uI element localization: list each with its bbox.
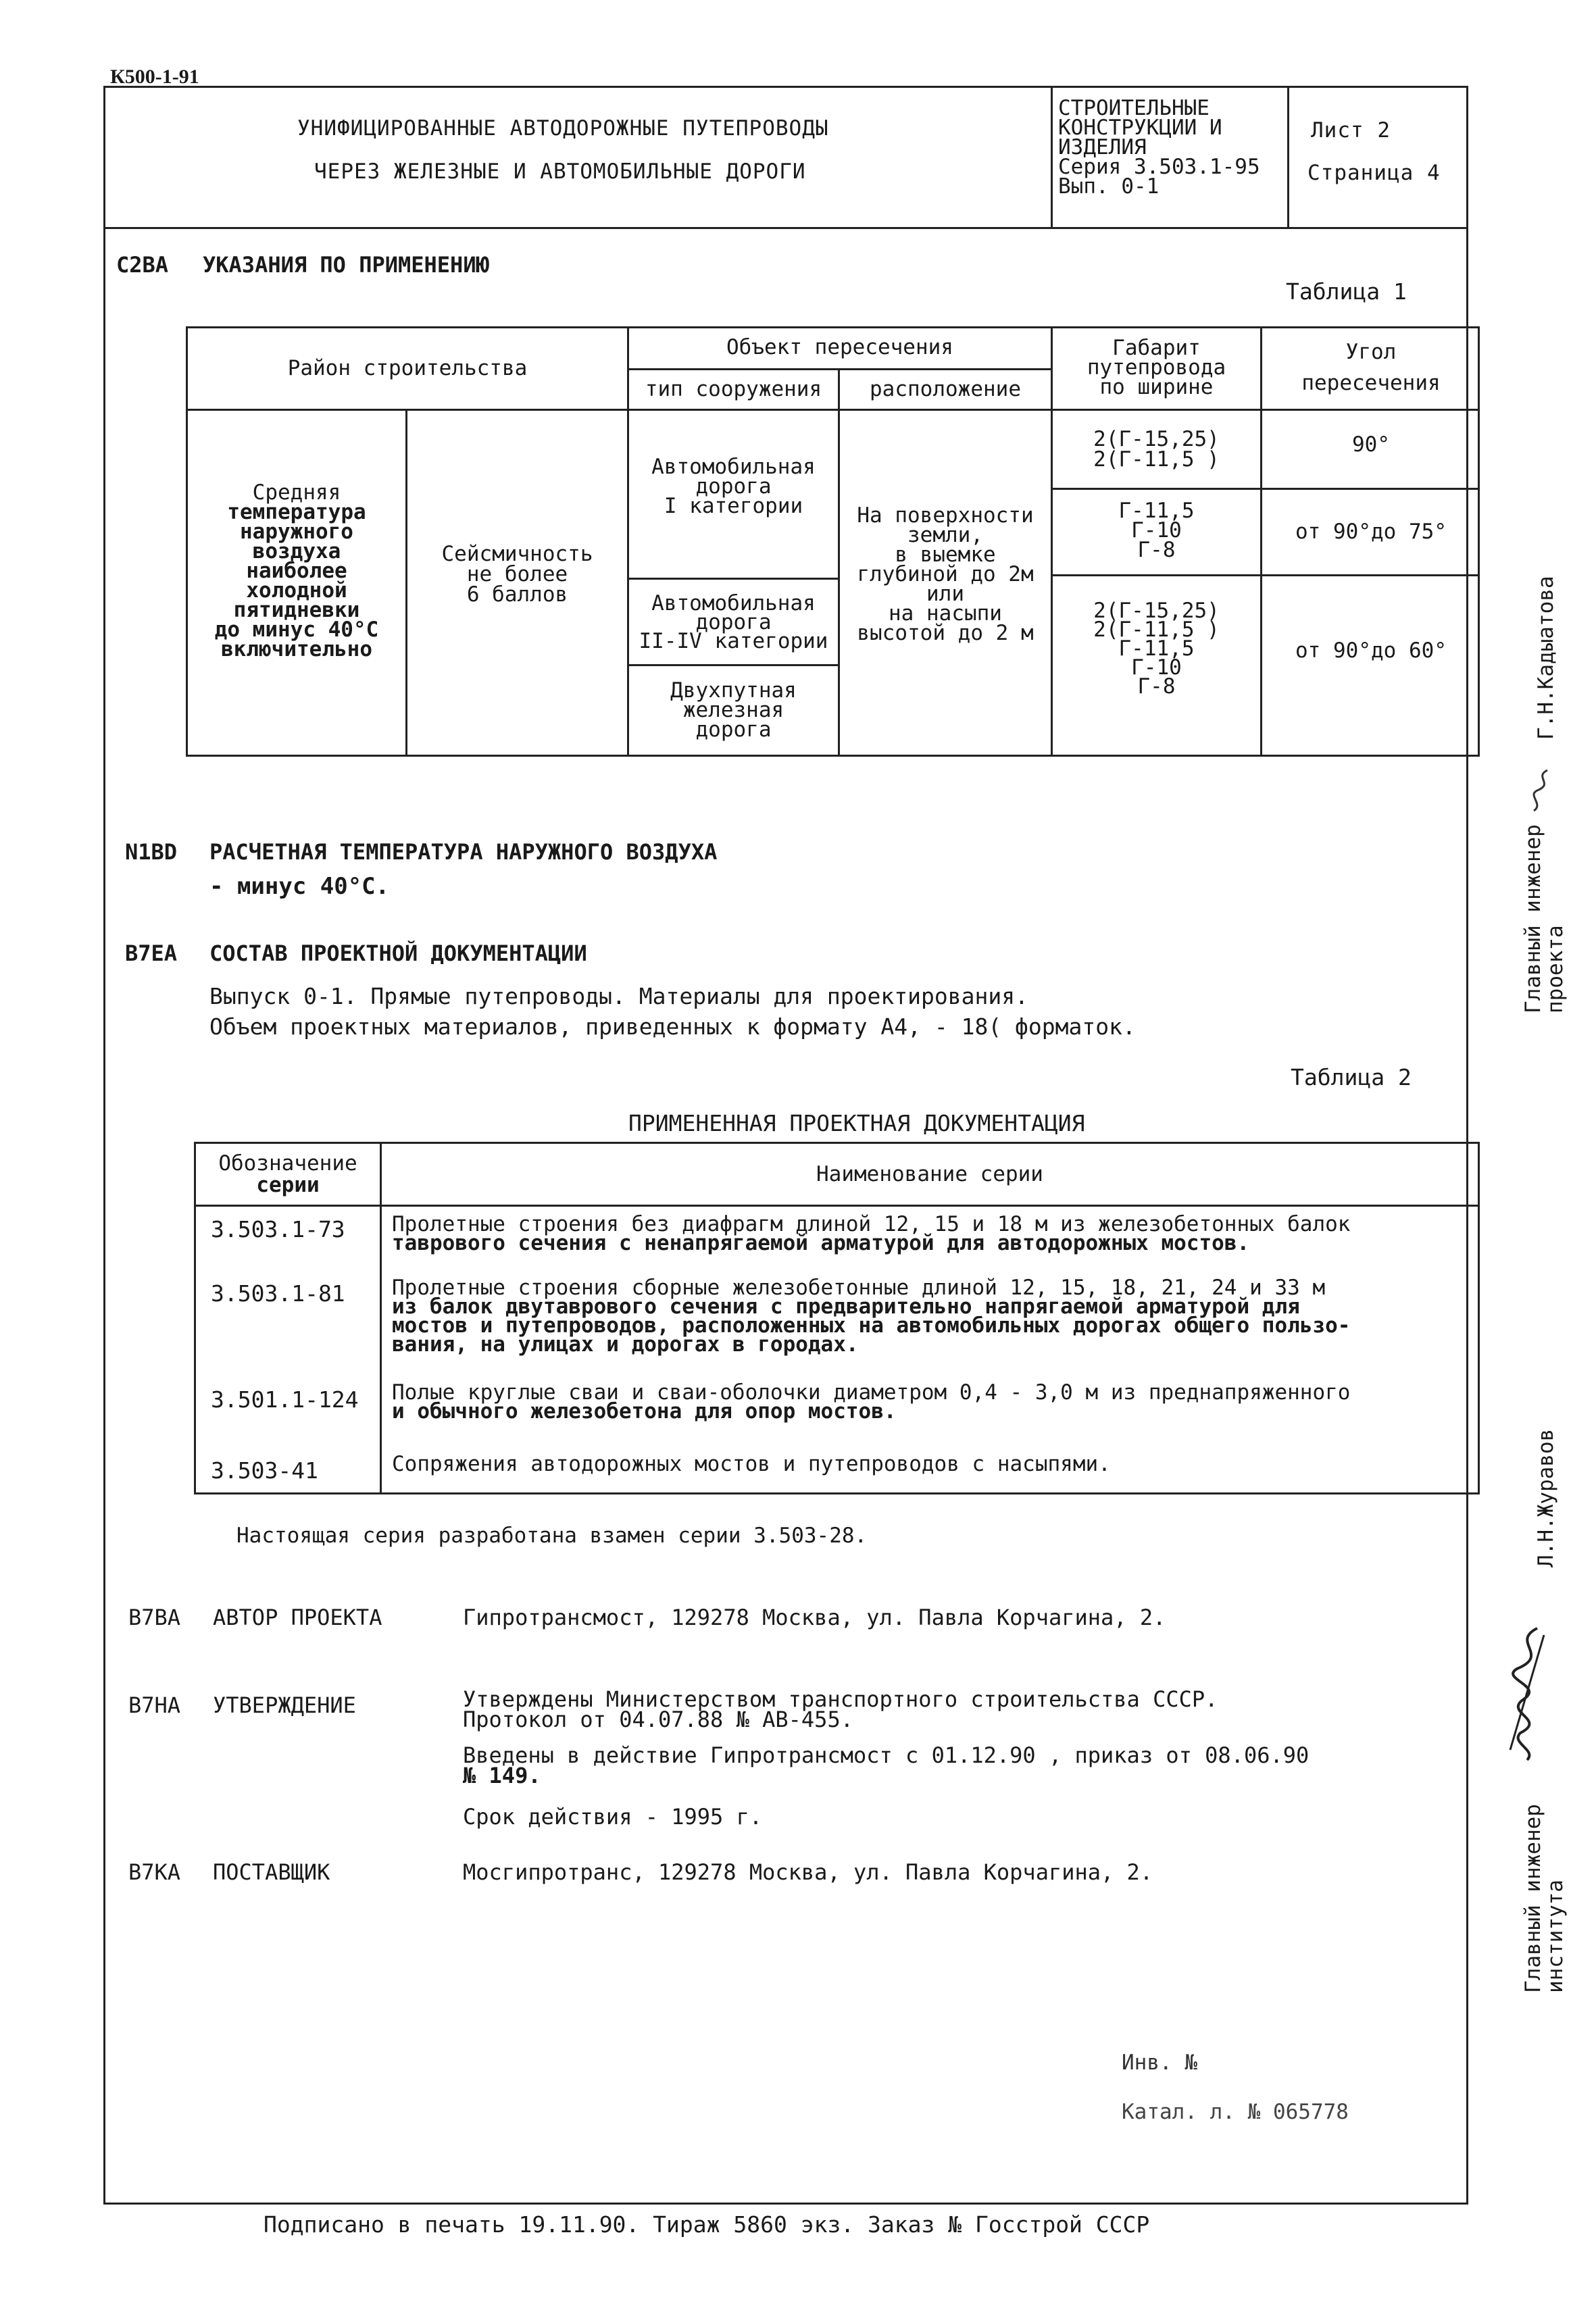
- section-title: УКАЗАНИЯ ПО ПРИМЕНЕНИЮ: [203, 252, 489, 278]
- signature-1: [1520, 767, 1561, 814]
- validity-line: Срок действия - 1995 г.: [463, 1804, 763, 1830]
- category-line: КОНСТРУКЦИИ И: [1058, 116, 1222, 140]
- gabarit-line: Г-10: [1131, 518, 1182, 543]
- type-road-1-line: I категории: [664, 493, 803, 518]
- temp-line: температура: [227, 499, 366, 524]
- gabarit-line: 2(Г-15,25): [1093, 599, 1220, 623]
- issue-description: Выпуск 0-1. Прямые путепроводы. Материалы для проектирования.: [209, 983, 1028, 1009]
- title-divider-2: [1287, 86, 1289, 229]
- title-divider-1: [1051, 86, 1053, 229]
- t2-header-name-text: Наименование серии: [816, 1161, 1043, 1186]
- issue-number: Вып. 0-1: [1058, 174, 1159, 199]
- location-line: земли,: [907, 522, 983, 547]
- location-line: высотой до 2 м: [857, 620, 1034, 645]
- series-code: 3.503-41: [211, 1457, 318, 1484]
- header-angle-line: пересечения: [1301, 371, 1441, 395]
- series-number: Серия 3.503.1-95: [1058, 155, 1260, 179]
- gabarit-line: Г-11,5: [1118, 498, 1195, 523]
- type-railway-line: железная: [682, 698, 784, 722]
- side-role-1-line-2: проекта: [1543, 925, 1568, 1013]
- section-title: РАСЧЕТНАЯ ТЕМПЕРАТУРА НАРУЖНОГО ВОЗДУХА: [209, 839, 718, 865]
- angle-2: [1262, 490, 1480, 574]
- series-name-line: вания, на улицах и дорогах в городах.: [392, 1332, 859, 1357]
- header-angle: [1262, 326, 1480, 409]
- section-code: B7KA: [128, 1859, 181, 1885]
- title-block: [103, 86, 1468, 229]
- header-region-text: Район строительства: [287, 356, 528, 380]
- temp-line: воздуха: [252, 538, 341, 563]
- table-caption: Таблица 2: [1291, 1064, 1412, 1090]
- gabarit-3: [1053, 591, 1260, 706]
- header-type-text: тип сооружения: [645, 377, 822, 401]
- temp-line: холодной: [246, 578, 347, 603]
- gabarit-line: 2(Г-11,5 ): [1093, 447, 1220, 472]
- angle-1: [1262, 411, 1480, 478]
- location-cell: [840, 493, 1051, 655]
- series-code: 3.503.1-73: [211, 1216, 345, 1242]
- header-object-text: Объект пересечения: [726, 334, 953, 359]
- type-railway: [629, 666, 838, 755]
- section-code: C2BA: [116, 252, 169, 278]
- title-line-2: ЧЕРЕЗ ЖЕЛЕЗНЫЕ И АВТОМОБИЛЬНЫЕ ДОРОГИ: [314, 159, 806, 184]
- series-name-line: таврового сечения с ненапрягаемой арматурой для автодорожных мостов.: [392, 1231, 1250, 1255]
- type-road-2-line: дорога: [695, 609, 772, 634]
- t2-header-line: Обозначение: [218, 1151, 357, 1176]
- section-code: B7HA: [128, 1692, 181, 1718]
- header-type: [629, 370, 838, 409]
- seismic-cell: [407, 534, 627, 615]
- type-road-2-line: Автомобильная: [651, 590, 816, 615]
- volume-description: Объем проектных материалов, приведенных к формату А4, - 18( форматок.: [209, 1013, 1136, 1040]
- header-gabarit-line: по ширине: [1099, 374, 1214, 399]
- series-name-line: мостов и путепроводов, расположенных на автомобильных дорогах общего пользо-: [392, 1313, 1351, 1338]
- t2-header-line: серии: [256, 1173, 320, 1197]
- section-title: АВТОР ПРОЕКТА: [213, 1605, 382, 1630]
- series-code: 3.501.1-124: [211, 1386, 359, 1413]
- type-road-2: [629, 580, 838, 664]
- section-title: СОСТАВ ПРОЕКТНОЙ ДОКУМЕНТАЦИИ: [209, 940, 587, 966]
- type-road-1-line: дорога: [695, 474, 772, 499]
- header-gabarit: [1053, 326, 1260, 409]
- header-region: [188, 328, 627, 409]
- temp-line: пятидневки: [233, 597, 360, 622]
- gabarit-line: 2(Г-11,5 ): [1093, 618, 1220, 642]
- temp-line: до минус 40°С: [214, 617, 379, 642]
- signature-2: [1497, 1621, 1557, 1763]
- sheet-number: Лист 2: [1311, 118, 1391, 143]
- type-railway-line: дорога: [695, 718, 772, 742]
- series-code: 3.503.1-81: [211, 1280, 345, 1307]
- location-line: в выемке: [895, 542, 996, 567]
- series-name-line: Пролетные строения сборные железобетонные длиной 12, 15, 18, 21, 24 и 33 м: [392, 1276, 1326, 1300]
- type-road-1-line: Автомобильная: [651, 454, 816, 479]
- gabarit-line: Г-8: [1137, 537, 1176, 562]
- approval-line: Утверждены Министерством транспортного строительства СССР.: [463, 1686, 1218, 1712]
- header-location: [840, 370, 1051, 409]
- temp-line: наиболее: [246, 558, 347, 583]
- catalog-number: Катал. л. № 065778: [1122, 2100, 1349, 2124]
- side-role-1-line-1: Главный инженер: [1521, 824, 1545, 1013]
- location-line: глубиной до 2м: [857, 561, 1034, 586]
- temp-cell: [188, 459, 405, 682]
- section-code: B7BA: [128, 1605, 181, 1630]
- side-name-2: Л.Н.Журавов: [1534, 1428, 1558, 1567]
- series-name-line: Пролетные строения без диафрагм длиной 12, 15 и 18 м из железобетонных балок: [392, 1212, 1351, 1236]
- table-title: ПРИМЕНЕННАЯ ПРОЕКТНАЯ ДОКУМЕНТАЦИЯ: [628, 1110, 1085, 1136]
- temp-line: Средняя: [252, 480, 341, 505]
- gabarit-line: Г-11,5: [1118, 636, 1195, 661]
- category-line: ИЗДЕЛИЯ: [1058, 135, 1147, 159]
- section-title: УТВЕРЖДЕНИЕ: [213, 1692, 356, 1718]
- side-name-1: Г.Н.Кадыатова: [1534, 576, 1558, 740]
- gabarit-line: 2(Г-15,25): [1093, 427, 1220, 451]
- seismic-line: 6 баллов: [466, 582, 568, 607]
- t2-header-name: [382, 1144, 1478, 1205]
- category-block: [1058, 96, 1260, 199]
- section-code: B7EA: [125, 940, 178, 966]
- location-line: На поверхности: [857, 503, 1034, 528]
- series-name-line: Сопряжения автодорожных мостов и путепроводов с насыпями.: [392, 1452, 1111, 1476]
- angle-3: [1262, 576, 1480, 725]
- header-angle-line: Угол: [1345, 340, 1397, 364]
- gabarit-line: Г-10: [1131, 655, 1182, 680]
- approval-line: Введены в действие Гипротрансмост с 01.12.90 , приказ от 08.06.90: [463, 1742, 1310, 1768]
- gabarit-1: [1053, 422, 1260, 476]
- doc-code: К500-1-91: [110, 66, 199, 88]
- series-name-line: из балок двутаврового сечения с предварительно напрягаемой арматурой для: [392, 1294, 1300, 1319]
- gabarit-line: Г-8: [1137, 674, 1176, 699]
- supplier-text: Мосгипротранс, 129278 Москва, ул. Павла Корчагина, 2.: [463, 1859, 1153, 1885]
- angle-3-text: от 90°до 60°: [1295, 638, 1447, 663]
- section-code: N1BD: [125, 839, 178, 865]
- page-number: Страница 4: [1307, 161, 1441, 185]
- print-footer: Подписано в печать 19.11.90. Тираж 5860 экз. Заказ № Госстрой СССР: [264, 2211, 1150, 2238]
- series-name-line: и обычного железобетона для опор мостов.: [392, 1399, 897, 1424]
- temp-line: наружного: [240, 519, 353, 544]
- location-line: или: [926, 581, 964, 606]
- author-text: Гипротрансмост, 129278 Москва, ул. Павла Корчагина, 2.: [463, 1605, 1166, 1630]
- temp-line: включительно: [221, 636, 372, 661]
- approval-line: № 149.: [463, 1763, 541, 1788]
- type-road-2-line: II-IV категории: [639, 628, 828, 653]
- t2-hline: [194, 1205, 1480, 1207]
- series-name-line: Полые круглые сваи и сваи-оболочки диаметром 0,4 - 3,0 м из преднапряженного: [392, 1380, 1351, 1405]
- header-gabarit-line: Габарит: [1112, 335, 1201, 360]
- header-object: [629, 326, 1051, 368]
- location-line: на насыпи: [889, 601, 1002, 626]
- header-gabarit-line: путепровода: [1087, 355, 1226, 380]
- title-line-1: УНИФИЦИРОВАННЫЕ АВТОДОРОЖНЫЕ ПУТЕПРОВОДЫ: [297, 116, 829, 141]
- category-line: СТРОИТЕЛЬНЫЕ: [1058, 96, 1210, 120]
- side-role-2-line-1: Главный инженер: [1521, 1804, 1545, 1993]
- inventory-label: Инв. №: [1122, 2051, 1197, 2075]
- approval-line: Протокол от 04.07.88 № АВ-455.: [463, 1707, 853, 1732]
- seismic-line: не более: [466, 562, 568, 586]
- type-railway-line: Двухпутная: [670, 678, 797, 703]
- side-role-2-line-2: института: [1543, 1880, 1568, 1993]
- t2-header-designation: [196, 1144, 380, 1205]
- table-caption: Таблица 1: [1286, 278, 1407, 305]
- section-title: ПОСТАВЩИК: [213, 1859, 330, 1885]
- replacement-note: Настоящая серия разработана взамен серии 3.503-28.: [236, 1524, 868, 1548]
- type-road-1: [629, 446, 838, 527]
- seismic-line: Сейсмичность: [441, 542, 593, 566]
- header-location-text: расположение: [870, 377, 1021, 401]
- gabarit-2: [1053, 493, 1260, 568]
- design-temperature-value: - минус 40°С.: [209, 873, 390, 900]
- angle-2-text: от 90°до 75°: [1295, 520, 1447, 544]
- angle-1-text: 90°: [1352, 432, 1390, 457]
